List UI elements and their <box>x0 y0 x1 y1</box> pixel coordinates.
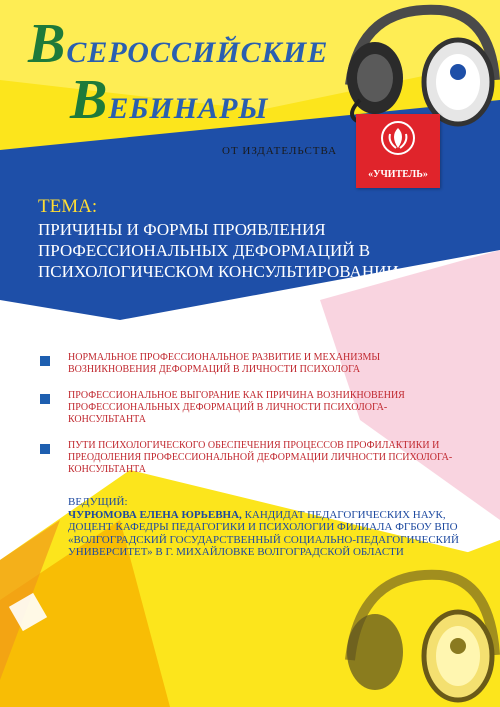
title-rest: СЕРОССИЙСКИЕ <box>66 36 329 69</box>
logo-text: «УЧИТЕЛЬ» <box>368 169 428 180</box>
publisher-label: ОТ ИЗДАТЕЛЬСТВА <box>222 145 338 157</box>
title-line-2 <box>70 68 269 132</box>
title-initial: В <box>28 13 67 75</box>
leaf-logo-icon <box>380 120 416 156</box>
topic-title: ПРИЧИНЫ И ФОРМЫ ПРОЯВЛЕНИЯ ПРОФЕССИОНАЛЬНЫХ ДЕФОРМАЦИЙ В ПСИХОЛОГИЧЕСКОМ КОНСУЛЬТИРОВАНИИ <box>38 220 399 281</box>
publisher-logo <box>356 114 440 188</box>
topic-label: ТЕМА: <box>38 196 98 217</box>
bullet-square-icon <box>40 394 50 404</box>
list-item <box>40 352 460 376</box>
headphones-icon <box>330 0 500 130</box>
title-line-1 <box>28 12 328 76</box>
host-details: КАНДИДАТ ПЕДАГОГИЧЕСКИХ НАУК, ДОЦЕНТ КАФЕДРЫ ПЕДАГОГИКИ И ПСИХОЛОГИИ ФИЛИАЛА ФГБОУ ВПО «ВОЛГОГРАДСКИЙ ГОСУДАРСТВЕННЫЙ СОЦИАЛЬНО-ПЕДАГОГИЧЕСКИЙ УНИВЕРСИТЕТ» В Г. МИХАЙЛОВКЕ ВОЛГОГРАДСКОЙ ОБЛАСТИ <box>68 508 459 558</box>
bullet-square-icon <box>40 444 50 454</box>
list-item-text: НОРМАЛЬНОЕ ПРОФЕССИОНАЛЬНОЕ РАЗВИТИЕ И МЕХАНИЗМЫ ВОЗНИКНОВЕНИЯ ДЕФОРМАЦИЙ В ЛИЧНОСТИ ПСИХОЛОГА <box>68 352 381 375</box>
bullet-list <box>40 352 460 490</box>
title-initial: В <box>70 69 109 131</box>
host-name: ЧУРЮМОВА ЕЛЕНА ЮРЬЕВНА, <box>68 508 242 521</box>
list-item-text: ПУТИ ПСИХОЛОГИЧЕСКОГО ОБЕСПЕЧЕНИЯ ПРОЦЕССОВ ПРОФИЛАКТИКИ И ПРЕОДОЛЕНИЯ ПРОФЕССИОНАЛЬНОЙ ДЕФОРМАЦИИ ЛИЧНОСТИ ПСИХОЛОГА-КОНСУЛЬТАНТА <box>68 440 453 475</box>
list-item <box>40 390 460 426</box>
headphones-icon <box>330 560 500 707</box>
list-item <box>40 440 460 476</box>
list-item-text: ПРОФЕССИОНАЛЬНОЕ ВЫГОРАНИЕ КАК ПРИЧИНА ВОЗНИКНОВЕНИЯ ПРОФЕССИОНАЛЬНЫХ ДЕФОРМАЦИЙ В ЛИЧНОСТИ ПСИХОЛОГА-КОНСУЛЬТАНТА <box>68 390 405 425</box>
host-label: ВЕДУЩИЙ: <box>68 496 128 508</box>
host-info <box>68 496 468 559</box>
title-rest: ЕБИНАРЫ <box>108 92 269 125</box>
bullet-square-icon <box>40 356 50 366</box>
